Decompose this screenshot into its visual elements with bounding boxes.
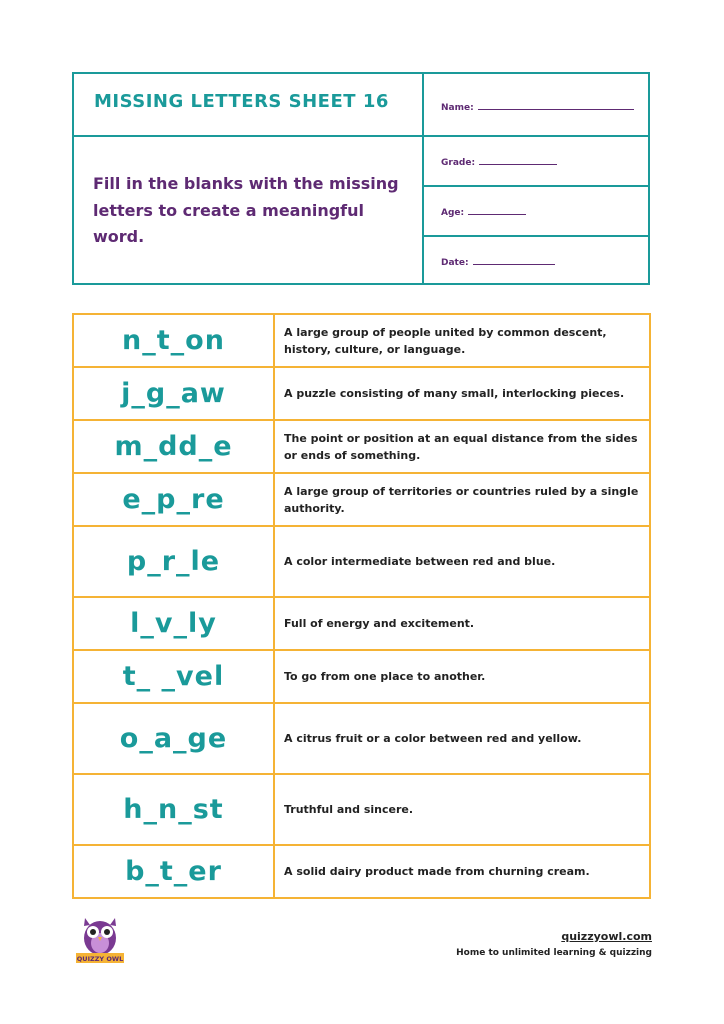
word-definition: A color intermediate between red and blue. (274, 526, 650, 597)
date-blank[interactable] (473, 255, 555, 265)
table-row (73, 473, 650, 526)
worksheet-header (72, 72, 650, 285)
table-row (73, 597, 650, 650)
owl-icon (76, 912, 124, 964)
quizzy-owl-logo (76, 912, 124, 964)
header-divider (422, 74, 424, 283)
puzzle-word: l_v_ly (73, 597, 274, 650)
table-row (73, 367, 650, 420)
header-divider (424, 185, 648, 187)
table-row (73, 526, 650, 597)
table-row (73, 420, 650, 473)
puzzle-word: e_p_re (73, 473, 274, 526)
word-definition: A large group of territories or countries ruled by a single authority. (274, 473, 650, 526)
header-divider (424, 235, 648, 237)
puzzle-word: j_g_aw (73, 367, 274, 420)
age-field[interactable] (441, 205, 526, 218)
name-label: Name: (441, 103, 474, 113)
table-row (73, 845, 650, 898)
puzzle-word: t_ _vel (73, 650, 274, 703)
word-definition: A solid dairy product made from churning cream. (274, 845, 650, 898)
word-definition: Full of energy and excitement. (274, 597, 650, 650)
grade-label: Grade: (441, 158, 476, 168)
grade-field[interactable] (441, 155, 557, 168)
puzzle-word: m_dd_e (73, 420, 274, 473)
puzzle-word: n_t_on (73, 314, 274, 367)
missing-letters-table (72, 313, 651, 899)
table-row (73, 703, 650, 774)
word-definition: A large group of people united by common descent, history, culture, or language. (274, 314, 650, 367)
table-row (73, 774, 650, 845)
puzzle-word: p_r_le (73, 526, 274, 597)
header-divider (74, 135, 424, 137)
table-row (73, 650, 650, 703)
word-definition: A puzzle consisting of many small, interlocking pieces. (274, 367, 650, 420)
word-definition: To go from one place to another. (274, 650, 650, 703)
age-blank[interactable] (468, 205, 526, 215)
site-tagline: Home to unlimited learning & quizzing (456, 948, 652, 958)
logo-text: QUIZZY OWL (76, 955, 124, 963)
puzzle-word: h_n_st (73, 774, 274, 845)
word-definition: A citrus fruit or a color between red and yellow. (274, 703, 650, 774)
age-label: Age: (441, 208, 465, 218)
grade-blank[interactable] (479, 155, 557, 165)
date-label: Date: (441, 258, 469, 268)
puzzle-word: b_t_er (73, 845, 274, 898)
puzzle-word: o_a_ge (73, 703, 274, 774)
name-field[interactable] (441, 100, 634, 113)
word-definition: Truthful and sincere. (274, 774, 650, 845)
word-definition: The point or position at an equal distance from the sides or ends of something. (274, 420, 650, 473)
name-blank[interactable] (478, 100, 634, 110)
header-divider (424, 135, 648, 137)
table-row (73, 314, 650, 367)
site-link[interactable]: quizzyowl.com (561, 930, 652, 943)
instructions-text: Fill in the blanks with the missing letters to create a meaningful word. (93, 174, 399, 246)
page-title: MISSING LETTERS SHEET 16 (94, 91, 389, 112)
date-field[interactable] (441, 255, 555, 268)
